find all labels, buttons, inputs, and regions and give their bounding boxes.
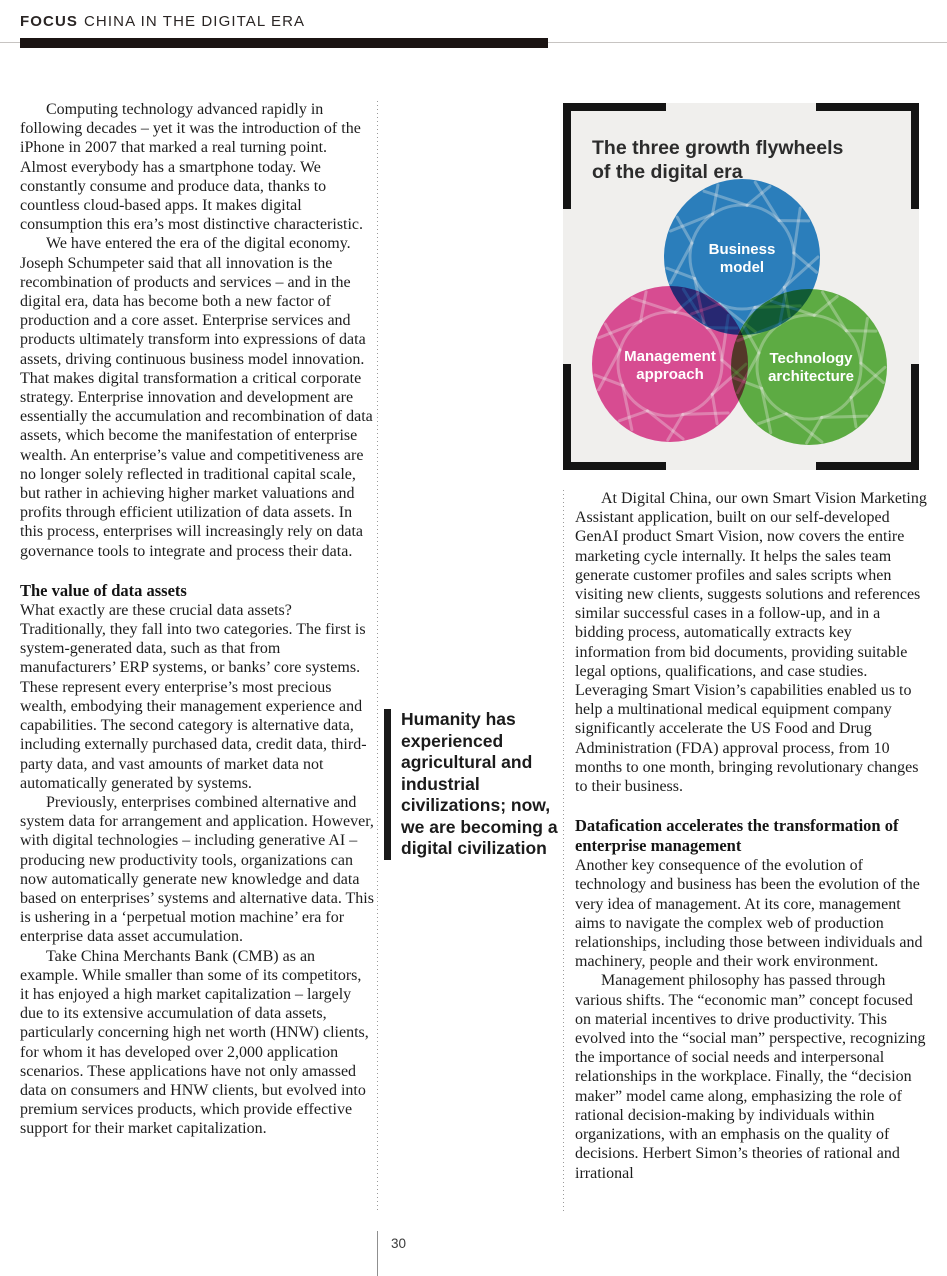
page-header [20, 13, 305, 30]
pull-quote [384, 709, 573, 860]
frame-corner-bottom-left [563, 364, 666, 470]
paragraph: Management philosophy has passed through various shifts. The “economic man” concept focused on material incentives to drive productivity. This evolved into the “social man” perspective, recognizing the importance of social needs and interpersonal relationships in the workplace. Finally, the “decision maker” model came along, emphasizing the role of rational decision-making by individuals within organizations, with an emphasis on the quality of decisions. Herbert Simon’s theories of rational and irrational [575, 972, 926, 1182]
right-column [575, 489, 927, 1183]
footer-divider [377, 1231, 378, 1276]
header-title: CHINA IN THE DIGITAL ERA [84, 13, 306, 30]
paragraph: Computing technology advanced rapidly in following decades – yet it was the introduction of the iPhone in 2007 that marked a real turning point. Almost everybody has a smartphone today. We constantly consume and produce data, thanks to countless cloud-based apps. It makes digital consumption this era’s most distinctive characteristic. [20, 101, 364, 234]
paragraph: At Digital China, our own Smart Vision Marketing Assistant application, built on our self-developed GenAI product Smart Vision, now covers the entire marketing cycle internally. It helps the sales team generate customer profiles and sales scripts when visiting new clients, suggests solutions and references similar successful cases in a follow-up, and in a bidding process, automatically extracts key information from bid documents, providing suitable legal options, qualifications, and case studies. Leveraging Smart Vision’s capabilities enabled us to help a multinational medical equipment company significantly accelerate the US Food and Drug Administration (FDA) approval process, from 10 months to one month, bringing revolutionary changes to their business. [575, 490, 927, 796]
paragraph: We have entered the era of the digital economy. Joseph Schumpeter said that all innovation is the recombination of products and services – and in the digital era, data has become both a new factor of production and a core asset. Enterprise services and products ultimately transform into expressions of data assets, driving continuous business model innovation. That makes digital transformation a critical corporate strategy. Enterprise innovation and development are essentially the accumulation and recombination of data assets, which become the manifestation of enterprise wealth. An enterprise’s value and competitiveness are no longer solely reflected in traditional capital scale, but rather in achieving higher market valuations and profits through efficient utilization of data assets. In this process, enterprises will increasingly rely on data governance tools to integrate and process their data. [20, 235, 373, 560]
paragraph: Another key consequence of the evolution of technology and business has been the evolution of the very idea of management. At its core, management aims to navigate the complex web of production relationships, including those between individuals and machinery, people and their work environment. [575, 857, 923, 971]
frame-corner-top-left [563, 103, 666, 209]
paragraph: What exactly are these crucial data assets? Traditionally, they fall into two categories. The first is system-generated data, such as that from manufacturers’ ERP systems, or banks’ core systems. These represent every enterprise’s most precious wealth, embodying their management experience and capabilities. The second category is alternative data, including externally purchased data, credit data, third-party data, and vast amounts of market data not automatically generated by systems. [20, 601, 367, 792]
frame-corner-top-right [816, 103, 919, 209]
circle-label-technology-architecture: Technology architecture [768, 350, 854, 385]
circle-label-business-model: Business model [708, 241, 776, 276]
left-column [20, 100, 374, 1139]
page-number: 30 [391, 1236, 407, 1251]
paragraph: Previously, enterprises combined alternative and system data for arrangement and application. However, with digital technologies – including generative AI – producing new productivity tools, organizations can now automatically generate new knowledge and data based on enterprises’ systems and alternative data. This is ushering in a ‘perpetual motion machine’ era for enterprise data asset accumulation. [20, 793, 374, 946]
section-heading-value-of-data-assets: The value of data assets [20, 580, 187, 600]
frame-corner-bottom-right [816, 364, 919, 470]
figure-title: The three growth flywheels of the digital era [592, 137, 844, 183]
section-heading-datafication: Datafication accelerates the transformation of enterprise management [575, 816, 899, 856]
paragraph: Take China Merchants Bank (CMB) as an example. While smaller than some of its competitors, it has enjoyed a high market capitalization – largely due to its extensive accumulation of data assets, particularly concerning high net worth (HNW) clients, for whom it has developed over 2,000 application scenarios. These applications have not only amassed data on consumers and HNW clients, but evolved into premium services products, which provide effective support for their market capitalization. [20, 947, 369, 1138]
column-divider [377, 101, 378, 1211]
figure-growth-flywheels [563, 103, 919, 470]
pull-quote-text: Humanity has experienced agricultural and industrial civilizations; now, we are becoming a digital civilization [401, 709, 558, 858]
header-kicker: FOCUS [20, 13, 78, 30]
circle-label-management-approach: Management approach [624, 348, 716, 383]
header-rule-bar [20, 38, 548, 48]
